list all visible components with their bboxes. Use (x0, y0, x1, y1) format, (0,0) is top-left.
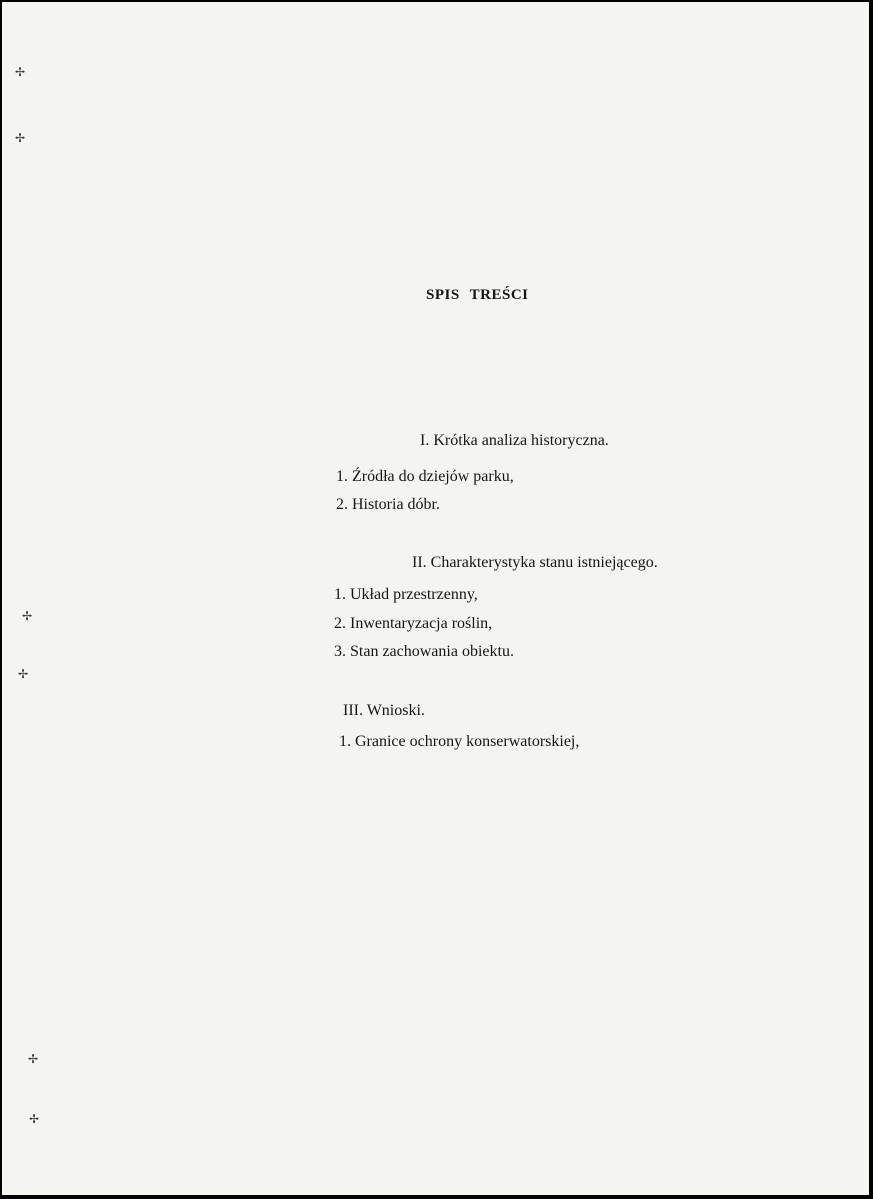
registration-mark-icon: ✢ (15, 131, 26, 145)
section-heading-3: III. Wnioski. (343, 702, 425, 719)
section-1-item-2: 2. Historia dóbr. (336, 496, 440, 513)
section-1-item-1: 1. Źródła do dziejów parku, (336, 468, 514, 485)
registration-mark-icon: ✢ (18, 667, 29, 681)
section-heading-2: II. Charakterystyka stanu istniejącego. (412, 554, 658, 571)
section-2-item-3: 3. Stan zachowania obiektu. (334, 643, 514, 660)
section-3-item-1: 1. Granice ochrony konserwatorskiej, (339, 733, 580, 750)
registration-mark-icon: ✢ (29, 1112, 40, 1126)
registration-mark-icon: ✢ (22, 609, 33, 623)
registration-mark-icon: ✢ (28, 1052, 39, 1066)
section-2-item-2: 2. Inwentaryzacja roślin, (334, 615, 493, 632)
section-heading-1: I. Krótka analiza historyczna. (420, 432, 609, 449)
registration-mark-icon: ✢ (15, 65, 26, 79)
section-2-item-1: 1. Układ przestrzenny, (334, 586, 478, 603)
document-page (2, 2, 869, 1195)
page-title: SPIS TREŚCI (426, 287, 529, 303)
